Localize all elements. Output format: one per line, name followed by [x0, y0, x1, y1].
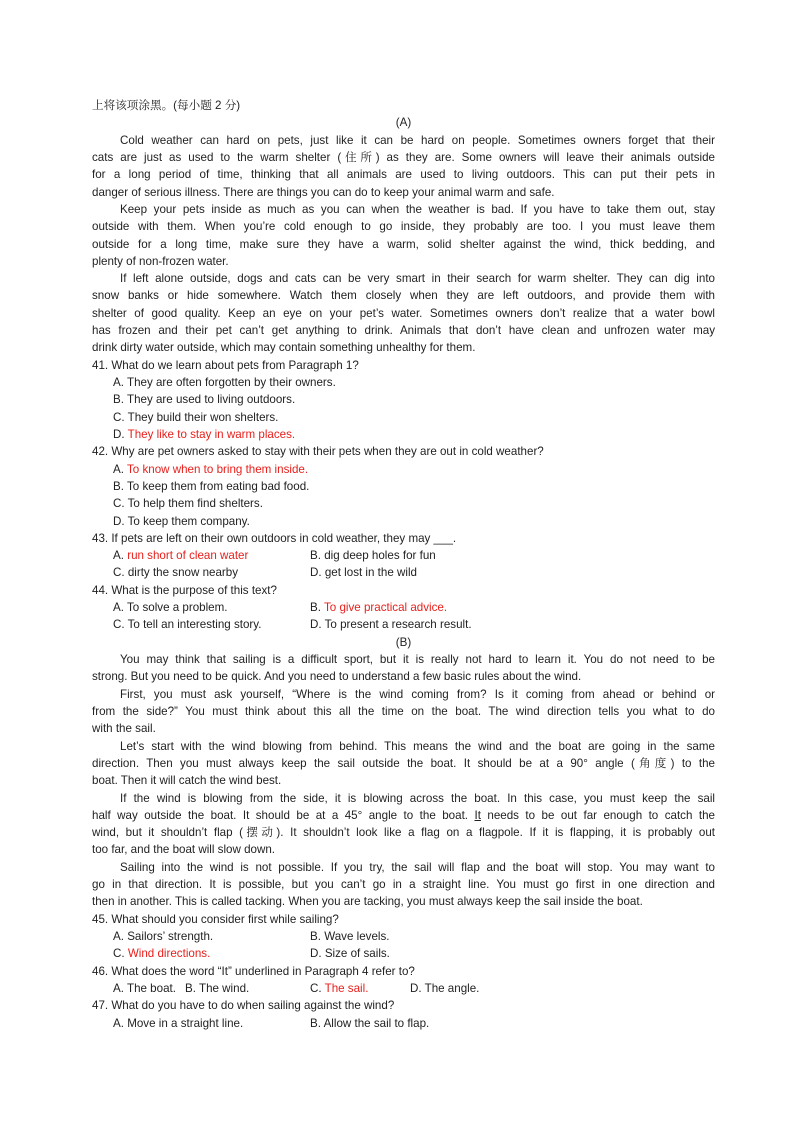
question-text: 42. Why are pet owners asked to stay with their pets when they are out in cold weather? [92, 445, 544, 459]
option-text-correct: The sail. [324, 981, 369, 995]
paragraph-line: shelter of good quality. Keep an eye on your pet’s water. Sometimes owners don’t realize that a water bowl [92, 306, 715, 320]
question [92, 530, 715, 582]
question [92, 911, 715, 963]
paragraph-line: with the sail. [92, 722, 156, 736]
paragraph-line: wind, but it shouldn’t flap (摆动). It shouldn’t look like a flag on a flagpole. If it is flapping, it is probably out [92, 826, 715, 840]
paragraph-line: Let’s start with the wind blowing from behind. This means the wind and the boat are going in the same [120, 739, 715, 753]
paragraph-line: You may think that sailing is a difficult sport, but it is really not hard to learn it. You do not need to be [120, 653, 715, 666]
exam-page [92, 97, 715, 1032]
option-text: Allow the sail to flap. [323, 1016, 430, 1030]
paragraph-line: for a long period of time, thinking that all animals are used to living outdoors. This can put their pets in [92, 168, 715, 182]
option-letter: A. [113, 462, 124, 476]
paragraph-line: cats are just as used to the warm shelter (住所) as they are. Some owners will leave their animals outside [92, 150, 715, 164]
option-letter: D. [113, 514, 125, 528]
answer-option[interactable] [310, 599, 447, 616]
section-b [92, 634, 715, 1032]
answer-option[interactable] [113, 928, 213, 945]
option-letter: A. [113, 376, 124, 389]
option-letter: B. [310, 549, 321, 563]
answer-option[interactable] [310, 945, 390, 962]
option-text-correct: They like to stay in warm places. [127, 427, 296, 441]
option-row [92, 928, 715, 945]
paragraph-line: strong. But you need to be quick. And you need to understand a few basic rules about the wind. [92, 670, 582, 684]
option-row [92, 495, 715, 512]
option-row [92, 945, 715, 962]
paragraph-line: plenty of non-frozen water. [92, 254, 229, 268]
question-text: 41. What do we learn about pets from Paragraph 1? [92, 358, 359, 372]
answer-option[interactable] [113, 980, 176, 997]
text-segment: half way outside the boat. It should be at a 45° angle to the boat. [92, 808, 475, 822]
answer-option[interactable] [113, 391, 295, 408]
paragraph-line: Keep your pets inside as much as you can when the weather is bad. If you have to take them out, stay [120, 202, 715, 216]
question [92, 357, 715, 444]
option-row [92, 478, 715, 495]
option-text: To solve a problem. [126, 601, 228, 615]
option-letter: D. [310, 947, 322, 961]
option-text: They are used to living outdoors. [126, 393, 296, 407]
paragraph-line: First, you must ask yourself, “Where is the wind coming from? Is it coming from ahead or behind or [120, 687, 715, 701]
underlined-word: It [474, 808, 481, 822]
option-text: To help them find shelters. [127, 497, 263, 511]
option-text: The wind. [198, 981, 250, 995]
question [92, 582, 715, 634]
option-text: They are often forgotten by their owners. [126, 376, 336, 389]
answer-option[interactable] [113, 374, 336, 391]
paragraph-line: If left alone outside, dogs and cats can be very smart in their search for warm shelter. They can dig into [120, 272, 715, 286]
answer-option[interactable] [310, 616, 472, 633]
answer-option[interactable] [113, 547, 248, 564]
answer-option[interactable] [310, 547, 436, 564]
option-row [92, 426, 715, 443]
paragraph-line: boat. Then it will catch the wind best. [92, 774, 282, 788]
option-text: To present a research result. [324, 618, 472, 632]
option-text-correct: To know when to bring them inside. [126, 462, 309, 476]
option-letter: A. [113, 601, 124, 615]
option-text: Size of sails. [324, 947, 390, 961]
option-letter: D. [310, 566, 322, 580]
question-text: 43. If pets are left on their own outdoors in cold weather, they may ___. [92, 531, 457, 545]
option-letter: C. [113, 497, 125, 511]
section-label: (B) [395, 635, 412, 649]
paragraph-line: outside for a long time, make sure they have a warm, solid shelter against the wind, thick bedding, and [92, 237, 715, 251]
answer-option[interactable] [310, 564, 417, 581]
answer-option[interactable] [113, 945, 210, 962]
paragraph-line: danger of serious illness. There are things you can do to keep your animal warm and safe. [92, 185, 555, 199]
question-text: 44. What is the purpose of this text? [92, 583, 277, 597]
answer-option[interactable] [113, 599, 228, 616]
answer-option[interactable] [113, 616, 261, 633]
paragraph-line: snow banks or hide somewhere. Watch them closely when they are left outdoors, and provide them with [92, 289, 715, 303]
option-letter: B. [310, 601, 321, 615]
option-letter: D. [310, 618, 322, 632]
paragraph-line: outside with them. When you’re cold enough to go inside, they probably are too. I you must leave them [92, 220, 715, 234]
question [92, 963, 715, 998]
answer-option[interactable] [113, 495, 263, 512]
option-row [92, 374, 715, 391]
paragraph-line [92, 807, 715, 824]
paragraph [92, 132, 715, 201]
option-row [92, 547, 715, 564]
answer-option[interactable] [113, 478, 309, 495]
paragraph-line: go in that direction. It is possible, but you can’t go in a straight line. You must go first in one direction and [92, 878, 715, 892]
option-row [92, 564, 715, 581]
option-row [92, 391, 715, 408]
option-letter: C. [113, 947, 125, 961]
option-text: They build their won shelters. [127, 410, 279, 424]
question-text: 45. What should you consider first while sailing? [92, 912, 339, 926]
option-letter: C. [113, 410, 125, 424]
paragraph-line: has frozen and their pet can’t get anything to drink. Animals that don’t have clean and unfrozen water may [92, 324, 715, 338]
section-a [92, 114, 715, 633]
paragraph [92, 738, 715, 790]
answer-option[interactable] [185, 980, 249, 997]
option-text: The boat. [126, 981, 176, 995]
option-text-correct: Wind directions. [127, 947, 211, 961]
option-letter: B. [113, 479, 124, 493]
option-letter: B. [310, 930, 321, 943]
option-text-correct: To give practical advice. [323, 601, 448, 615]
instruction-header: 上将该项涂黑。(每小题 2 分) [92, 99, 241, 112]
paragraph [92, 270, 715, 357]
question [92, 997, 715, 1032]
option-text: To tell an interesting story. [127, 618, 262, 632]
option-letter: D. [113, 427, 125, 441]
paragraph-line: If the wind is blowing from the side, it is blowing across the boat. In this case, you must keep the sail [120, 791, 715, 805]
option-letter: B. [185, 981, 196, 995]
paragraph-line: from the side?” You must think about this all the time on the boat. The wind direction tells you what to do [92, 704, 715, 718]
option-text: To keep them company. [127, 514, 250, 528]
option-letter: B. [113, 393, 124, 407]
option-row [92, 599, 715, 616]
answer-option[interactable] [113, 513, 250, 530]
option-letter: C. [113, 618, 125, 632]
option-letter: A. [113, 930, 124, 943]
option-row [92, 980, 715, 997]
option-letter: B. [310, 1016, 321, 1030]
option-text: dirty the snow nearby [127, 566, 239, 580]
text-segment: needs to be out far enough to catch the [480, 808, 715, 822]
paragraph-line: then in another. This is called tacking. When you are tacking, you must always keep the sail inside the boat. [92, 895, 643, 909]
option-text: The angle. [424, 981, 480, 995]
paragraph-line: Sailing into the wind is not possible. If you try, the sail will flap and the boat will stop. You may want to [120, 860, 715, 874]
answer-option[interactable] [410, 980, 479, 997]
answer-option[interactable] [310, 980, 368, 997]
paragraph [92, 201, 715, 270]
option-text: Sailors’ strength. [127, 930, 214, 943]
option-letter: A. [113, 549, 124, 563]
option-letter: C. [310, 981, 322, 995]
answer-option[interactable] [113, 461, 308, 478]
answer-option[interactable] [113, 409, 278, 426]
paragraph [92, 686, 715, 738]
option-text: To keep them from eating bad food. [126, 479, 310, 493]
question-text: 47. What do you have to do when sailing against the wind? [92, 999, 395, 1013]
paragraph-line: Cold weather can hard on pets, just like it can be hard on people. Sometimes owners forget that their [120, 133, 715, 147]
answer-option[interactable] [310, 928, 390, 945]
option-row [92, 513, 715, 530]
answer-option[interactable] [113, 426, 295, 443]
question [92, 443, 715, 530]
option-row [92, 409, 715, 426]
option-text: Wave levels. [324, 930, 390, 943]
paragraph-line: drink dirty water outside, which may contain something unhealthy for them. [92, 341, 476, 355]
option-letter: C. [113, 566, 125, 580]
question-text: 46. What does the word “It” underlined in Paragraph 4 refer to? [92, 964, 415, 978]
option-text: get lost in the wild [324, 566, 417, 580]
paragraph-line: too far, and the boat will slow down. [92, 843, 276, 857]
option-letter: A. [113, 981, 124, 995]
section-label: (A) [395, 116, 412, 130]
answer-option[interactable] [113, 1015, 243, 1032]
option-letter: D. [410, 981, 422, 995]
answer-option[interactable] [113, 564, 238, 581]
option-letter: A. [113, 1016, 124, 1030]
option-row [92, 1015, 715, 1032]
option-text: dig deep holes for fun [324, 549, 436, 563]
paragraph [92, 651, 715, 686]
option-row [92, 461, 715, 478]
option-text: Move in a straight line. [127, 1016, 244, 1030]
option-row [92, 616, 715, 633]
option-text-correct: run short of clean water [127, 549, 249, 563]
paragraph-line: direction. Then you must always keep the sail outside the boat. It should be at a 90° angle (角度) to the [92, 756, 715, 770]
paragraph [92, 859, 715, 911]
paragraph [92, 790, 715, 859]
answer-option[interactable] [310, 1015, 429, 1032]
